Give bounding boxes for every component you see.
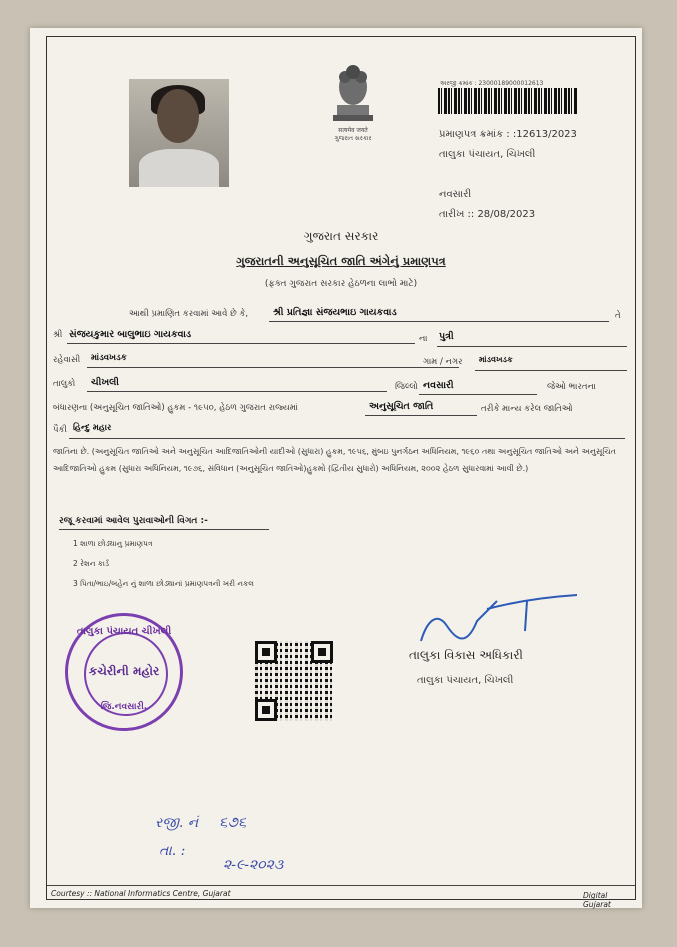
subcaste-value: હિન્દુ મહાર	[73, 423, 112, 433]
issue-date: તારીખ :: 28/08/2023	[439, 209, 536, 220]
footer-rule	[47, 885, 635, 886]
te-text: તે	[615, 311, 621, 321]
signatory-title: તાલુકા વિકાસ અધિકારી	[409, 648, 523, 662]
district-label: જિલ્લો	[395, 382, 418, 392]
registration-label: રજી. નં	[155, 815, 199, 831]
certificate-sheet	[30, 28, 642, 908]
national-emblem-icon	[323, 63, 383, 125]
relation-line	[437, 346, 627, 347]
subcaste-line	[69, 438, 625, 439]
legal-paragraph: જાતિના છે. (અનુસૂચિત જાતિઓ અને અનુસૂચિત આદિજાતિઓની યાદીઓ (સુધારા) હુકમ, ૧૯૫૬, મુંબઇ પુનર્ગઠન અધિનિયમ, ૧૯૬૦ તથા અનુસૂચિત જાતિઓ અને અનુસૂચિત આદિજાતિઓ હુકમ (સુધારા અધિનિયમ, ૧૯૭૬, સંવિધાન (અનુસૂચિત જાતિઓ)હુકમો (દ્વિતીય સુધારો) અધિનિયમ, ૨૦૦૨ હેઠળ સુધારવામાં આવી છે.)	[53, 447, 616, 473]
intro-text: આથી પ્રમાણિત કરવામાં આવે છે કે,	[129, 309, 249, 319]
recognized-text: તરીકે માન્ય કરેલ જાતિઓ	[481, 404, 573, 414]
application-number: અરજી ક્રમાંક : 23000189000012613	[440, 80, 544, 87]
certificate-number: પ્રમાણપત્ર ક્રમાંક : :12613/2023	[439, 129, 577, 140]
district-line	[419, 394, 537, 395]
signatory-office: તાલુકા પંચાયત, ચિખલી	[417, 675, 514, 686]
signature-icon	[407, 591, 587, 651]
certificate-subtitle: (ફક્ત ગુજરાત સરકાર હેઠળના લાભો માટે)	[264, 279, 418, 289]
na-text: ના	[419, 334, 428, 344]
father-name: સંજયકુમાર બાલુભાઇ ગાયકવાડ	[69, 329, 192, 340]
village-label: ગામ / નગર	[423, 357, 463, 367]
document-item: 1 શાળા છોડ્યાનુ પ્રમાણપત્ર	[73, 539, 153, 548]
father-line	[67, 343, 415, 344]
certificate-title: ગુજરાતની અનુસૂચિત જાતિ અંગેનું પ્રમાણપત્ર	[236, 254, 446, 268]
subcaste-label: પૈકી	[53, 425, 67, 435]
document-item: 3 પિતા/ભાઇ/બહેન નું શાળા છોડ્યાનાં પ્રમાણપત્રની ખરી નકલ	[73, 579, 254, 588]
caste-group-line	[365, 415, 477, 416]
handwritten-date: ૨-૯-૨૦૨૩	[223, 857, 284, 873]
document-item: 2 રેશન કાર્ડ	[73, 559, 110, 568]
resident-line	[87, 367, 459, 368]
resident-label: રહેવાસી	[53, 355, 81, 365]
shri-text: શ્રી	[53, 330, 63, 340]
documents-heading: રજૂ કરવામાં આવેલ પુરાવાઓની વિગત :-	[59, 516, 208, 526]
relation: પુત્રી	[439, 331, 454, 342]
law-text: બંધારણના (અનુસૂચિત જાતિઓ) હુકમ - ૧૯૫૦, હેઠળ ગુજરાત રાજ્યમાં	[53, 403, 298, 413]
barcode	[438, 88, 578, 114]
office-seal: તાલુકા પંચાયત ચીખલી કચેરીની મહોર જિ.નવસારી.	[65, 613, 183, 731]
taluka-value: ચીખલી	[91, 377, 120, 388]
village-value: માંડવખડક	[479, 355, 513, 364]
issuing-office: તાલુકા પંચાયત, ચિખલી	[439, 149, 536, 160]
village-line	[475, 370, 627, 371]
govt-title: ગુજરાત સરકાર	[303, 229, 379, 243]
footer-courtesy: Courtesy :: National Informatics Centre, Gujarat	[51, 889, 231, 898]
registration-number: ૬૭૬	[219, 813, 247, 831]
handwritten-date-label: તા. :	[159, 843, 186, 859]
taluka-line	[87, 391, 387, 392]
applicant-name: શ્રી પ્રતિજ્ઞા સંજયભાઇ ગાયકવાડ	[273, 307, 397, 318]
taluka-label: તાલુકો	[53, 379, 76, 389]
resident-value: માંડવખડક	[91, 353, 127, 363]
caste-group: અનુસૂચિત જાતિ	[369, 401, 434, 412]
certificate-frame	[46, 36, 636, 909]
emblem-caption: सत्यमेव जयते ગુજરાત સરકાર	[334, 127, 372, 142]
footer-brand: Digital Gujarat	[583, 891, 611, 909]
applicant-photo	[129, 79, 229, 187]
issuing-district: નવસારી	[439, 189, 472, 200]
qr-code	[255, 641, 333, 721]
documents-heading-line	[59, 529, 269, 530]
district-value: નવસારી	[423, 380, 454, 391]
india-text: જેઓ ભારતના	[547, 382, 596, 392]
name-line	[269, 321, 609, 322]
